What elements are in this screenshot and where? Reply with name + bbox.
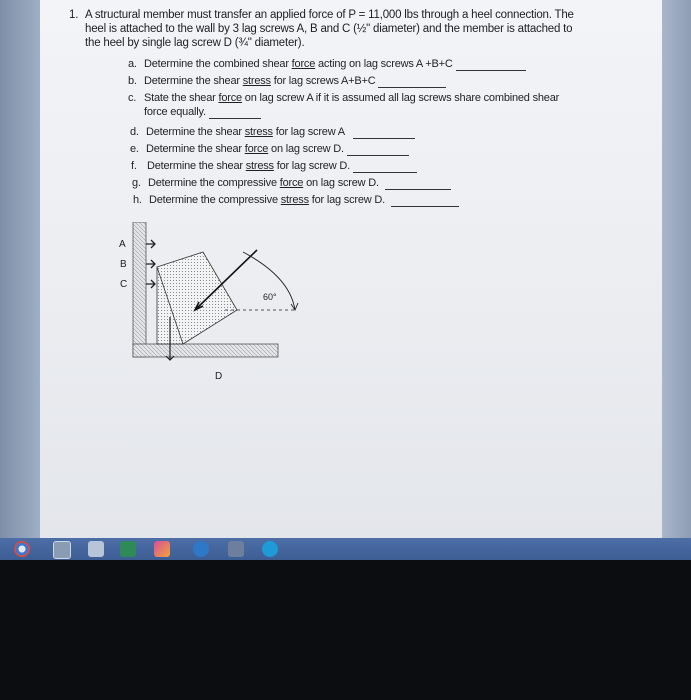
part-d: d. Determine the shear stress for lag screw A	[130, 126, 415, 139]
angle-label: 60°	[263, 292, 277, 302]
photos-icon[interactable]	[154, 541, 170, 557]
part-b: b. Determine the shear stress for lag screws A+B+C	[128, 75, 446, 88]
monitor-bezel-left	[0, 0, 40, 540]
part-c-line2: force equally.	[144, 106, 261, 119]
intro-line-1: A structural member must transfer an applied force of P = 11,000 lbs through a heel connection. The	[85, 9, 574, 21]
app-icon[interactable]	[262, 541, 278, 557]
answer-blank-c[interactable]	[209, 117, 261, 119]
answer-blank-g[interactable]	[385, 188, 451, 190]
answer-blank-f[interactable]	[353, 171, 417, 173]
answer-blank-h[interactable]	[391, 205, 459, 207]
part-h: h. Determine the compressive stress for lag screw D.	[133, 194, 459, 207]
label-a: A	[119, 239, 126, 250]
floor	[133, 344, 278, 357]
label-c: C	[120, 279, 128, 290]
chrome-icon[interactable]	[14, 541, 30, 557]
heel-connection-diagram	[115, 222, 315, 387]
label-b: B	[120, 259, 127, 270]
part-f: f. Determine the shear stress for lag screw D.	[131, 160, 417, 173]
image-icon[interactable]	[53, 541, 71, 559]
intro-line-2: heel is attached to the wall by 3 lag screws A, B and C (½" diameter) and the member is attached to	[85, 23, 573, 35]
word-icon[interactable]	[88, 541, 104, 557]
part-e: e. Determine the shear force on lag screw D.	[130, 143, 409, 156]
answer-blank-a[interactable]	[456, 69, 526, 71]
intro-line-3: the heel by single lag screw D (¾" diameter).	[85, 37, 305, 49]
part-c: c. State the shear force on lag screw A if it is assumed all lag screws share combined shear	[128, 92, 560, 104]
label-d: D	[215, 371, 223, 382]
edge-icon[interactable]	[193, 541, 209, 557]
answer-blank-e[interactable]	[347, 154, 409, 156]
monitor-bezel-right	[662, 0, 691, 540]
wall	[133, 222, 146, 357]
store-icon[interactable]	[228, 541, 244, 557]
question-number: 1.	[69, 9, 79, 21]
document-page	[40, 0, 662, 538]
lag-screws-abc	[146, 240, 155, 288]
desk-surface	[0, 560, 691, 700]
part-g: g. Determine the compressive force on lag screw D.	[132, 177, 451, 190]
excel-icon[interactable]	[120, 541, 136, 557]
answer-blank-d[interactable]	[353, 137, 415, 139]
question-intro	[69, 8, 605, 50]
taskbar	[0, 538, 691, 560]
part-a: a. Determine the combined shear force acting on lag screws A +B+C	[128, 58, 526, 71]
answer-blank-b[interactable]	[378, 86, 446, 88]
